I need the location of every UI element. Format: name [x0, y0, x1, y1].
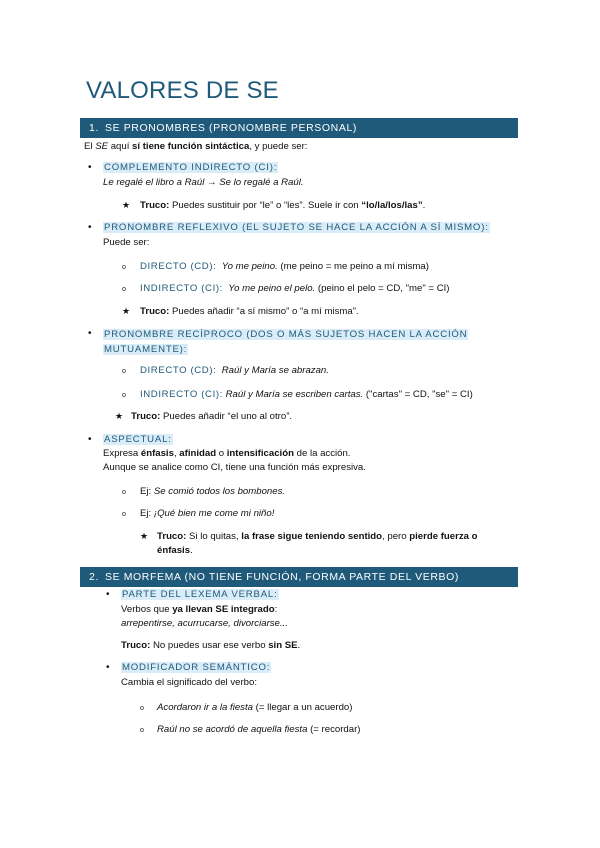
bullet-icon: •	[88, 162, 92, 173]
aspectual-example-2: Ej: ¡Qué bien me come mi niño!	[140, 508, 275, 519]
aspectual-line-1: Expresa énfasis, afinidad o intensificación de la acción.	[103, 448, 351, 459]
reciprocal-label-1: PRONOMBRE RECÍPROCO (DOS O MÁS SUJETOS HACEN LA ACCIÓN	[104, 329, 468, 340]
semantic-example-2: Raúl no se acordó de aquella fiesta (= recordar)	[157, 724, 361, 735]
section-1-intro: El SE aquí sí tiene función sintáctica, y puede ser:	[84, 141, 308, 152]
bullet-icon: •	[88, 222, 92, 233]
section-number: 1.	[89, 122, 99, 134]
list-item-reciprocal	[103, 327, 468, 357]
reflexive-label: PRONOMBRE REFLEXIVO (EL SUJETO SE HACE LA ACCIÓN A SÍ MISMO):	[104, 222, 489, 233]
reciprocal-tip: Truco: Puedes añadir “el uno al otro”.	[131, 411, 293, 422]
star-icon: ★	[122, 306, 131, 316]
aspectual-tip: Truco: Si lo quitas, la frase sigue teniendo sentido, pero pierde fuerza o énfasis.	[157, 531, 478, 556]
lexeme-label: PARTE DEL LEXEMA VERBAL:	[122, 589, 278, 600]
reflexive-ci: INDIRECTO (CI): Yo me peino el pelo. (peino el pelo = CD, "me" = CI)	[140, 283, 450, 294]
aspectual-label: ASPECTUAL:	[104, 434, 172, 445]
aspectual-line-2: Aunque se analice como CI, tiene una función más expresiva.	[103, 462, 366, 473]
reflexive-cd: DIRECTO (CD): Yo me peino. (me peino = me peino a mí misma)	[140, 261, 429, 272]
star-icon: ★	[115, 411, 124, 421]
list-item-reflexive	[103, 221, 490, 234]
section-number: 2.	[89, 571, 99, 583]
circle-bullet-icon: o	[122, 511, 126, 518]
circle-bullet-icon: o	[140, 705, 144, 712]
star-icon: ★	[140, 531, 149, 541]
bullet-icon: •	[106, 662, 110, 673]
section-title: SE PRONOMBRES (PRONOMBRE PERSONAL)	[104, 122, 357, 134]
reflexive-sub: Puede ser:	[103, 237, 150, 248]
bullet-icon: •	[88, 328, 92, 339]
list-item-aspectual	[103, 433, 173, 446]
semantic-example-1: Acordaron ir a la fiesta (= llegar a un acuerdo)	[157, 702, 353, 713]
circle-bullet-icon: o	[122, 392, 126, 399]
semantic-label: MODIFICADOR SEMÁNTICO:	[122, 662, 271, 673]
section-1-header	[80, 118, 518, 138]
reciprocal-ci: INDIRECTO (CI): Raúl y María se escriben cartas. ("cartas" = CD, "se" = CI)	[140, 389, 473, 400]
semantic-sub: Cambia el significado del verbo:	[121, 677, 257, 688]
circle-bullet-icon: o	[122, 264, 126, 271]
reciprocal-label-2: MUTUAMENTE):	[104, 344, 188, 355]
circle-bullet-icon: o	[122, 368, 126, 375]
lexeme-line-1: Verbos que ya llevan SE integrado:	[121, 604, 278, 615]
circle-bullet-icon: o	[122, 489, 126, 496]
ci-example: Le regalé el libro a Raúl → Se lo regalé a Raúl.	[103, 177, 304, 188]
page-title: VALORES DE SE	[86, 77, 279, 104]
ci-tip: Truco: Puedes sustituir por “le” o “les”. Suele ir con “lo/la/los/las”.	[140, 200, 426, 211]
reflexive-tip: Truco: Puedes añadir “a sí mismo” o “a mí misma”.	[140, 306, 359, 317]
lexeme-line-2: arrepentirse, acurrucarse, divorciarse...	[121, 618, 288, 629]
ci-label: COMPLEMENTO INDIRECTO (CI):	[104, 162, 278, 173]
circle-bullet-icon: o	[122, 286, 126, 293]
list-item-semantic	[121, 661, 271, 674]
list-item-lexeme	[121, 588, 279, 601]
bullet-icon: •	[88, 434, 92, 445]
lexeme-tip: Truco: No puedes usar ese verbo sin SE.	[121, 640, 301, 651]
reciprocal-cd: DIRECTO (CD): Raúl y María se abrazan.	[140, 365, 329, 376]
aspectual-example-1: Ej: Se comió todos los bombones.	[140, 486, 286, 497]
list-item-ci	[103, 161, 278, 174]
circle-bullet-icon: o	[140, 727, 144, 734]
section-title: SE MORFEMA (NO TIENE FUNCIÓN, FORMA PARTE DEL VERBO)	[104, 571, 459, 583]
section-2-header	[80, 567, 518, 587]
star-icon: ★	[122, 200, 131, 210]
bullet-icon: •	[106, 589, 110, 600]
